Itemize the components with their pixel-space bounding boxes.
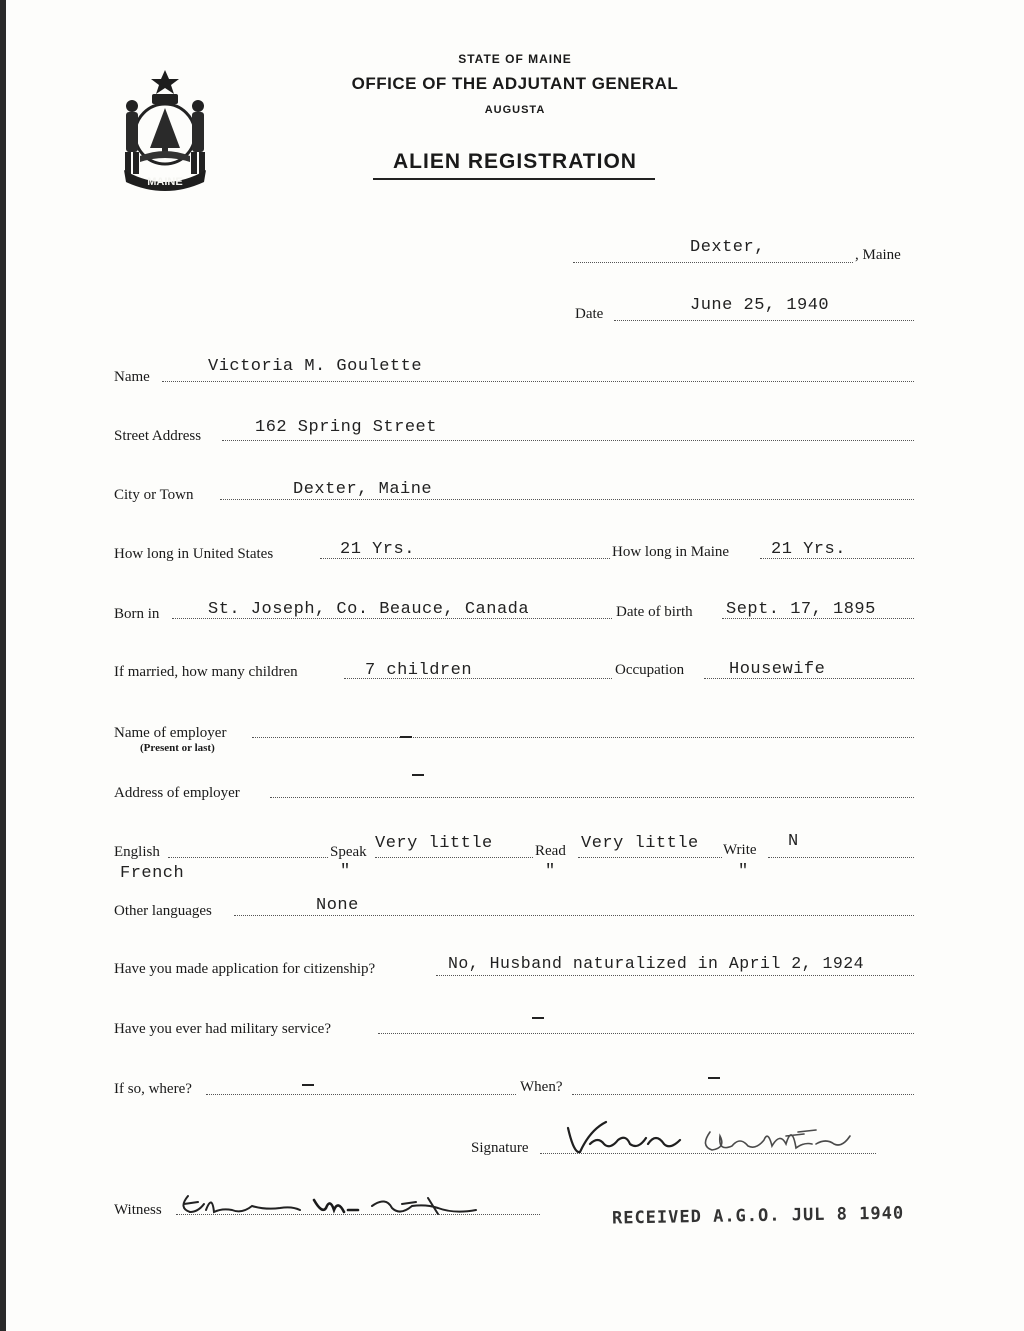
military-dash [532,1017,544,1019]
place-suffix: , Maine [855,247,901,263]
french-speak-ditto: " [340,862,351,881]
children-label: If married, how many children [114,664,298,680]
occupation-value: Housewife [729,660,826,679]
employer-address-dash [412,774,424,776]
other-languages-value: None [316,896,359,915]
received-stamp: RECEIVED A.G.O. JUL 8 1940 [611,1203,905,1229]
signature-label: Signature [471,1140,529,1156]
street-label: Street Address [114,428,202,444]
city-value: Dexter, Maine [293,480,433,499]
military-label: Have you ever had military service? [114,1021,331,1037]
title-underline [373,178,655,180]
english-write-value: N [788,832,799,851]
birthplace-value: St. Joseph, Co. Beauce, Canada [208,600,530,619]
french-write-ditto: " [738,862,749,881]
maine-duration-value: 21 Yrs. [771,540,846,559]
state-seal-icon [112,66,218,194]
speak-label: Speak [330,844,367,860]
citizenship-value: No, Husband naturalized in April 2, 1924 [448,954,865,973]
french-label: French [120,864,185,883]
city-line [220,499,914,500]
write-label: Write [723,842,757,858]
form-title: ALIEN REGISTRATION [393,150,637,173]
witness-label: Witness [114,1202,162,1218]
when-line [572,1094,914,1095]
place-value: Dexter, [690,238,765,257]
name-value: Victoria M. Goulette [208,357,423,376]
other-languages-line [234,915,914,916]
scan-edge [0,0,6,1331]
occupation-label: Occupation [615,662,685,678]
us-duration-value: 21 Yrs. [340,540,415,559]
english-speak-value: Very little [375,834,493,853]
svg-text:MAINE: MAINE [147,176,183,188]
employer-label: Name of employer [114,725,227,741]
employer-dash [400,736,412,738]
date-line [614,320,914,321]
dob-value: Sept. 17, 1895 [726,600,876,619]
read-line [578,857,722,858]
witness-handwriting [176,1184,496,1224]
english-line [168,857,328,858]
citizenship-label: Have you made application for citizenship? [114,961,376,977]
english-label: English [114,844,160,860]
employer-address-line [270,797,914,798]
employer-sublabel: (Present or last) [140,742,215,754]
city-label: City or Town [114,487,194,503]
name-line [162,381,914,382]
street-value: 162 Spring Street [255,418,437,437]
dob-label: Date of birth [616,604,693,620]
date-label: Date [575,306,604,322]
city-heading: AUGUSTA [484,104,546,116]
place-line [573,262,853,263]
where-line [206,1094,516,1095]
where-dash [302,1084,314,1086]
state-heading: STATE OF MAINE [458,52,572,66]
employer-address-label: Address of employer [114,785,240,801]
birthplace-label: Born in [114,606,160,622]
when-dash [708,1077,720,1079]
date-value: June 25, 1940 [690,296,830,315]
signature-handwriting [560,1114,860,1162]
other-languages-label: Other languages [114,903,212,919]
employer-line [252,737,914,738]
name-label: Name [114,369,150,385]
speak-line [375,857,533,858]
when-label: When? [520,1079,563,1095]
us-duration-label: How long in United States [114,546,274,562]
maine-duration-label: How long in Maine [612,544,730,560]
street-line [222,440,914,441]
read-label: Read [535,843,566,859]
citizenship-line [436,975,914,976]
where-label: If so, where? [114,1081,192,1097]
office-heading: OFFICE OF THE ADJUTANT GENERAL [351,74,679,93]
french-read-ditto: " [545,862,556,881]
military-line [378,1033,914,1034]
children-value: 7 children [365,661,473,680]
write-line [768,857,914,858]
english-read-value: Very little [581,834,699,853]
